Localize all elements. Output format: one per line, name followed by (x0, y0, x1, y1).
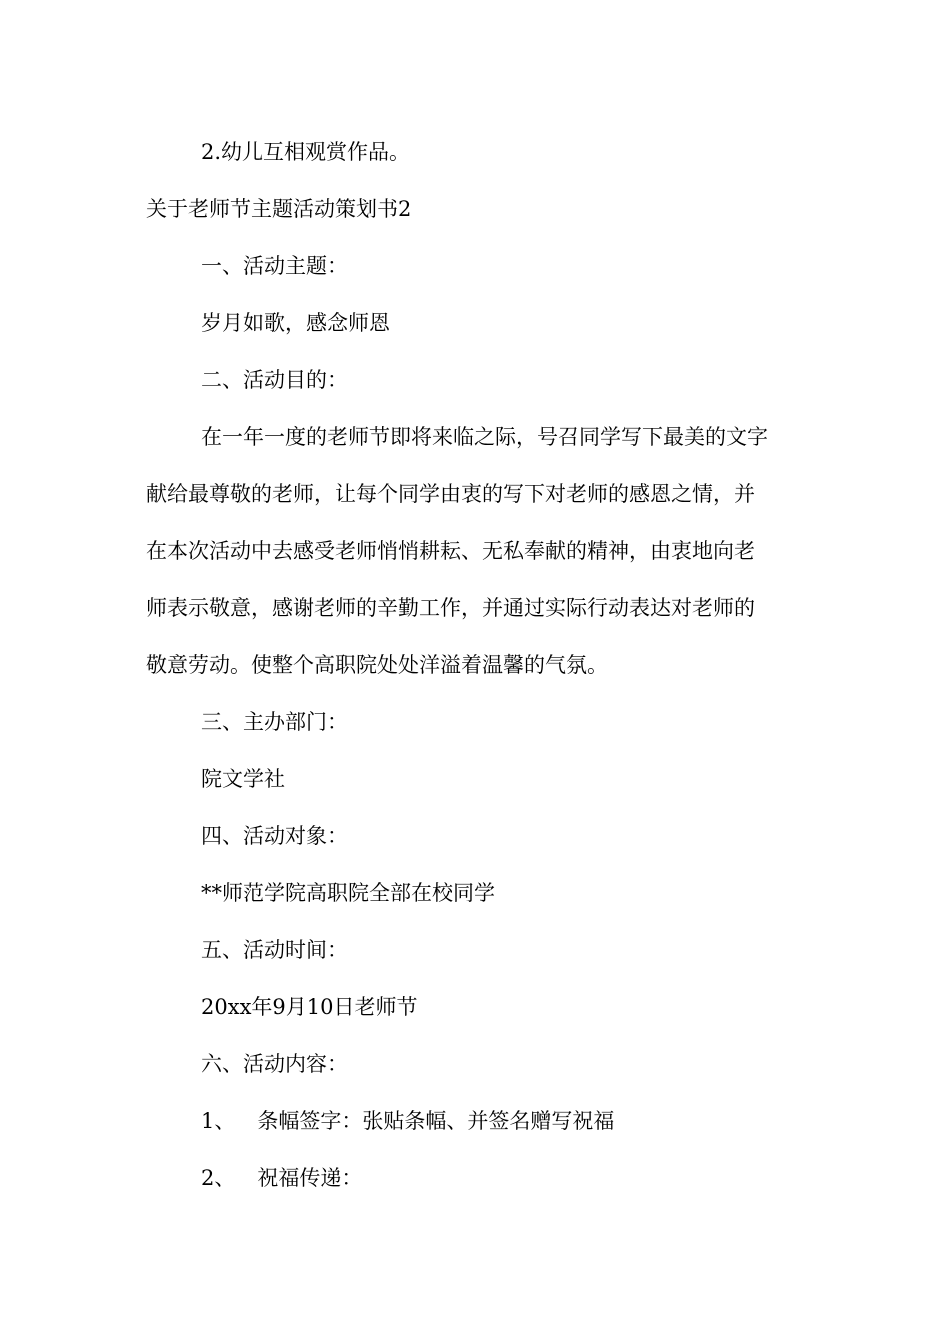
list-item-text: 条幅签字：张贴条幅、并签名赠写祝福 (257, 1109, 615, 1133)
list-item-text: 祝福传递： (257, 1166, 363, 1190)
heading-organizer: 三、主办部门： (201, 710, 348, 734)
section-title: 关于老师节主题活动策划书2 (146, 197, 412, 221)
paragraph-item-2: 2.幼儿互相观赏作品。 (201, 140, 411, 164)
heading-activity-time: 五、活动时间： (201, 938, 348, 962)
heading-audience: 四、活动对象： (201, 824, 348, 848)
heading-activity-content: 六、活动内容： (201, 1052, 348, 1076)
activity-theme-text: 岁月如歌，感念师恩 (201, 311, 390, 335)
heading-activity-purpose: 二、活动目的： (201, 368, 348, 392)
purpose-paragraph-line-4: 师表示敬意，感谢老师的辛勤工作，并通过实际行动表达对老师的 (146, 596, 755, 620)
audience-text: **师范学院高职院全部在校同学 (201, 881, 495, 905)
organizer-text: 院文学社 (201, 767, 285, 791)
purpose-paragraph-line-5: 敬意劳动。使整个高职院处处洋溢着温馨的气氛。 (146, 653, 608, 677)
list-item-number: 2、 (201, 1166, 236, 1190)
activity-time-text: 20xx年9月10日老师节 (201, 995, 418, 1019)
heading-activity-theme: 一、活动主题： (201, 254, 348, 278)
purpose-paragraph-line-2: 献给最尊敬的老师，让每个同学由衷的写下对老师的感恩之情，并 (146, 482, 755, 506)
purpose-paragraph-line-1: 在一年一度的老师节即将来临之际，号召同学写下最美的文字 (201, 425, 768, 449)
list-item (201, 1168, 362, 1189)
list-item (201, 1111, 614, 1132)
list-item-number: 1、 (201, 1109, 236, 1133)
purpose-paragraph-line-3: 在本次活动中去感受老师悄悄耕耘、无私奉献的精神，由衷地向老 (146, 539, 755, 563)
